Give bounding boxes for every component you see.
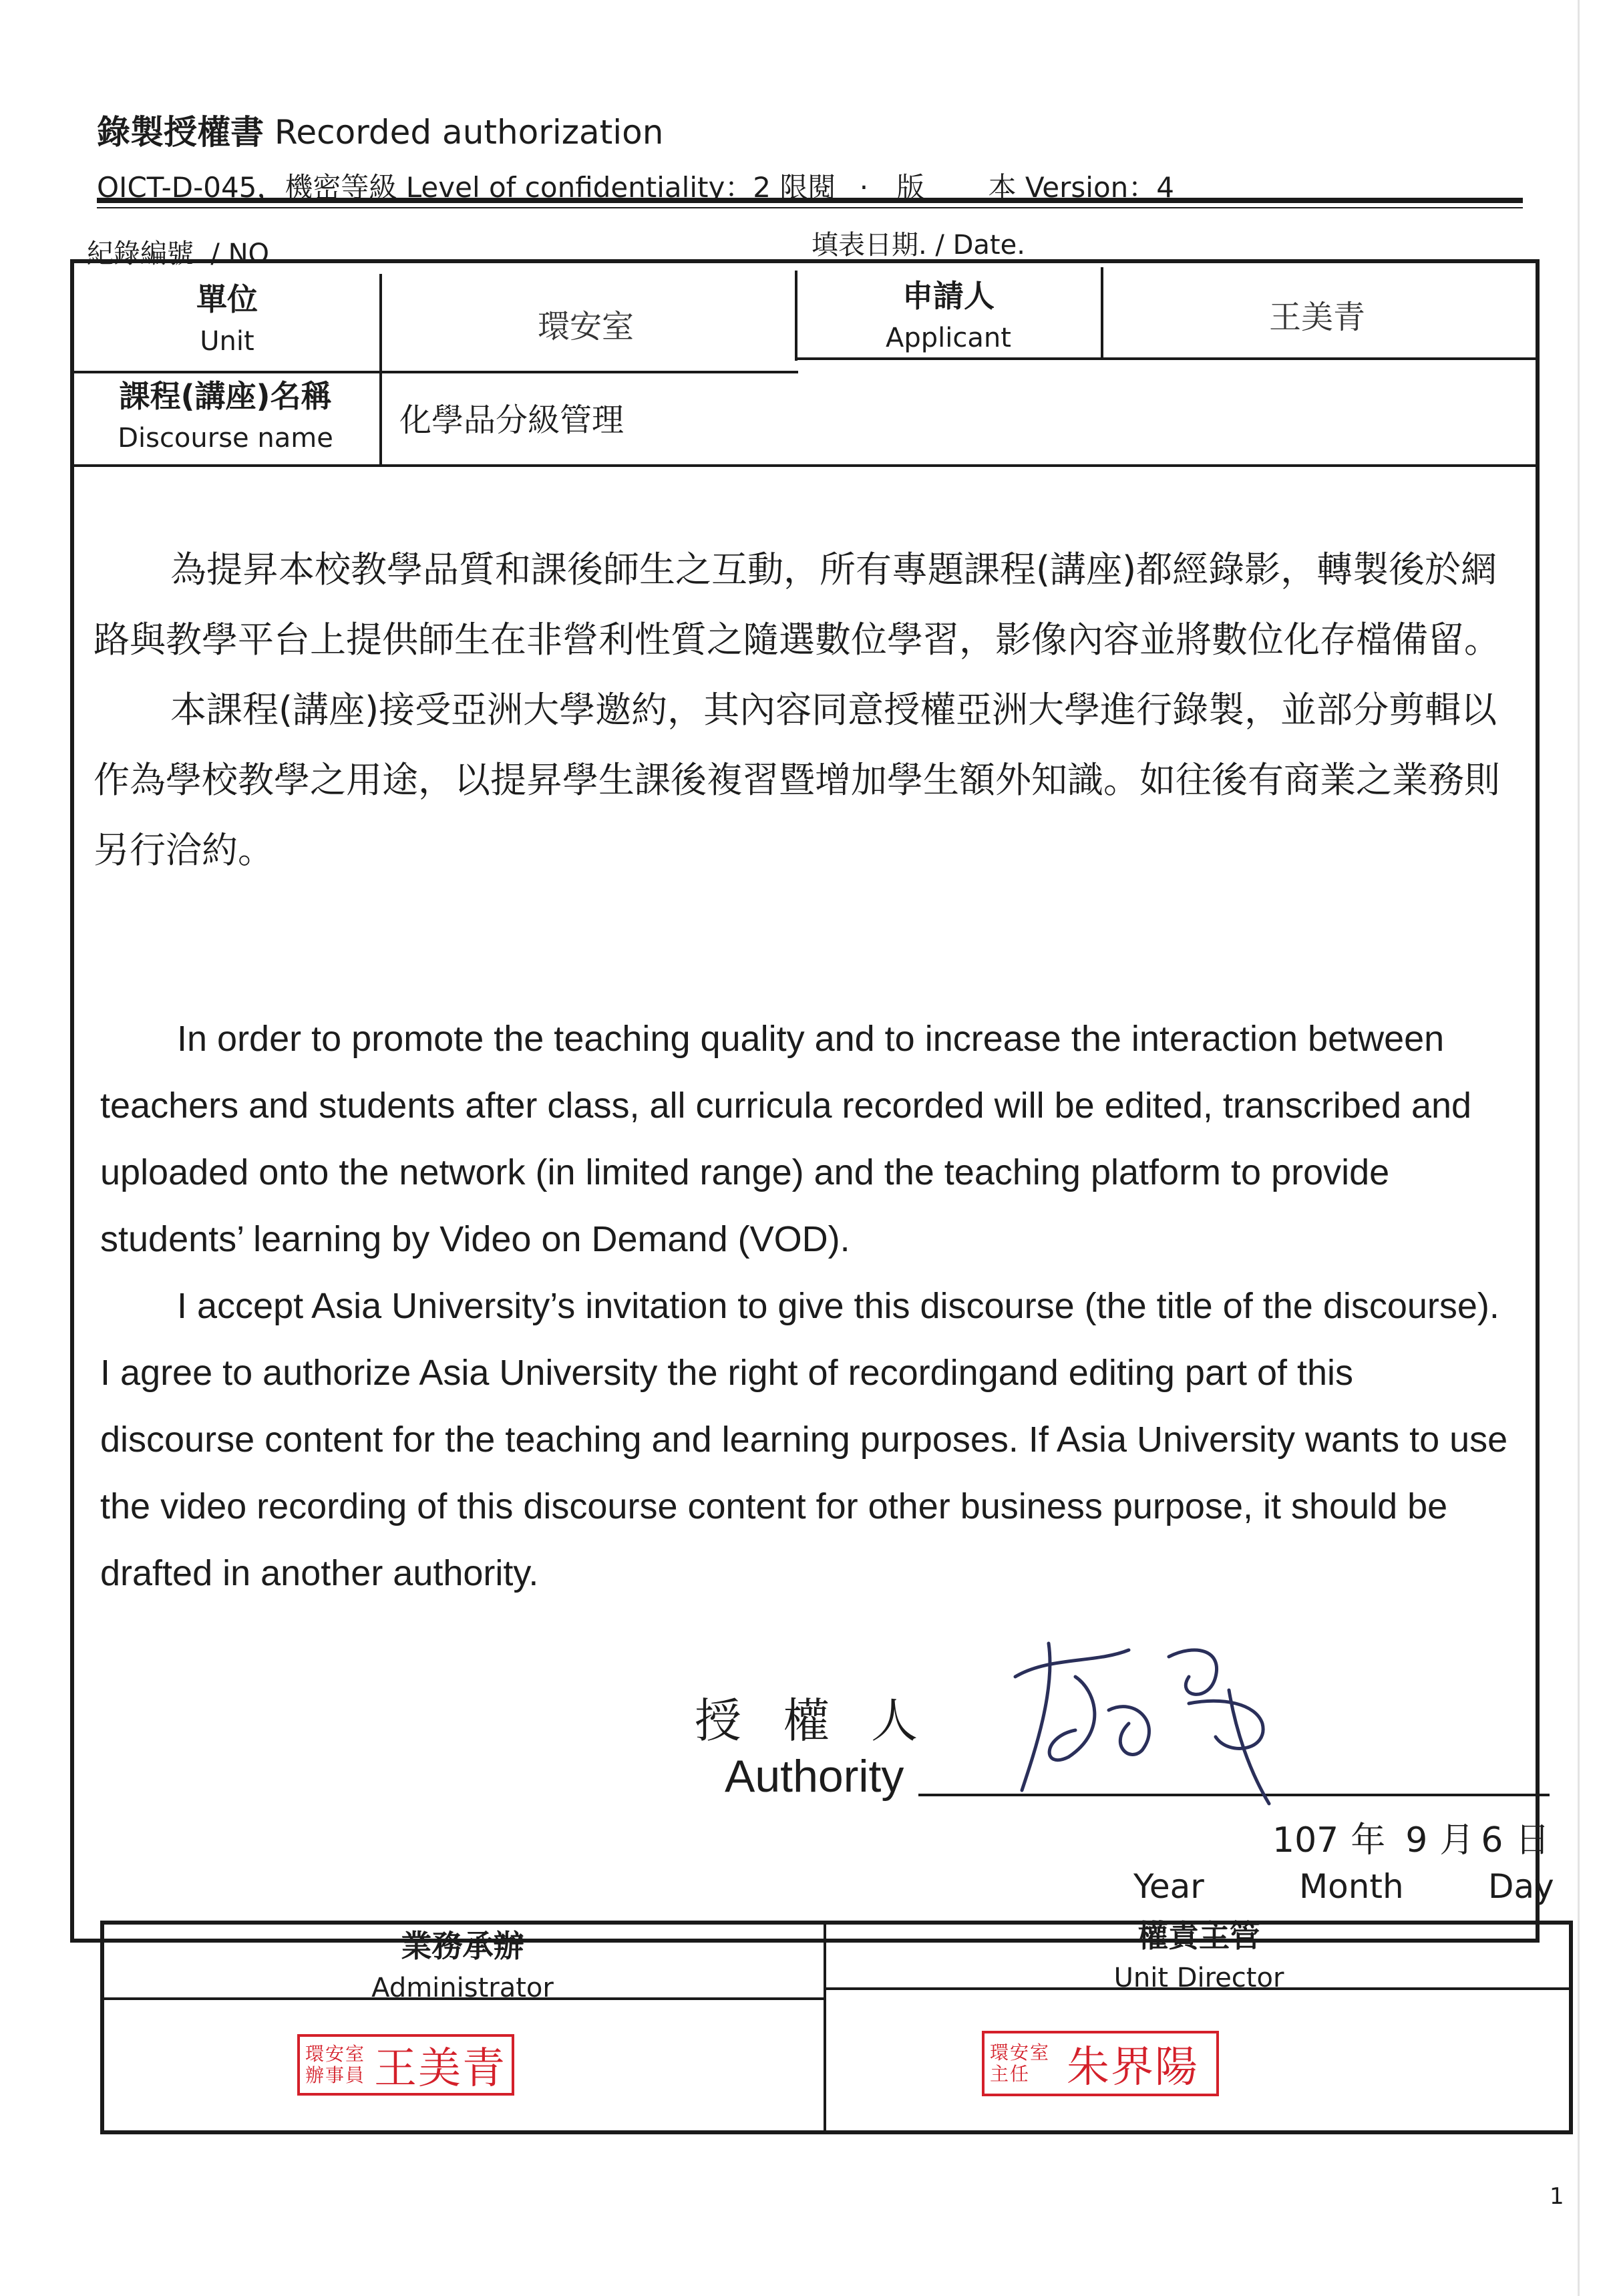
course-label-zh: 課程(講座)名稱 (119, 378, 332, 414)
director-seal (982, 2031, 1219, 2096)
row1-divider-3 (1101, 267, 1103, 359)
signing-date (1272, 1812, 1562, 1862)
authority-label-zh: 授權人 (695, 1693, 959, 1748)
course-label-en: Discourse name (118, 422, 333, 454)
body-text-zh (94, 534, 1523, 885)
date-day-label: Day (1488, 1867, 1554, 1906)
administrator-seal-title: 環安室辦事員 (305, 2043, 366, 2086)
unit-label-zh: 單位 (196, 281, 258, 317)
authority-label-en: Authority (725, 1751, 904, 1802)
date-month-char: 月 (1439, 1820, 1475, 1860)
handwritten-signature (995, 1630, 1296, 1810)
header-rule-thick (97, 198, 1523, 203)
applicant-label-en: Applicant (886, 322, 1011, 353)
course-label (73, 377, 377, 455)
header-rule-thin (97, 207, 1523, 208)
fill-date-label: 填表日期. / Date. (812, 230, 1025, 261)
page-edge-line (1578, 0, 1580, 2296)
title-zh: 錄製授權書 (97, 113, 264, 152)
approval-divider (824, 1921, 826, 2134)
unit-director-label-en: Unit Director (1113, 1962, 1284, 1993)
director-seal-name: 朱界陽 (1067, 2043, 1199, 2092)
date-day: 6 (1481, 1820, 1503, 1860)
body-zh-paragraph-2: 本課程(講座)接受亞洲大學邀約，其內容同意授權亞洲大學進行錄製，並部分剪輯以作為學校教學之用途，以提昇學生課後複習暨增加學生額外知識。如往後有商業之業務則另行洽約。 (94, 689, 1500, 871)
page-number: 1 (1550, 2183, 1564, 2210)
unit-director-label-zh: 權責主管 (1137, 1918, 1260, 1954)
row1-divider-1 (379, 274, 382, 466)
document-title (97, 106, 663, 154)
unit-director-label (828, 1917, 1570, 1995)
body-en-paragraph-2: I accept Asia University’s invitation to give this discourse (the title of the discourse). I agree to authorize Asia University the right of recordingand editing part of this discourse content for the teaching and learning purposes. If Asia University wants to use the video recording of this discourse content for other business purpose, it should be drafted in another authority. (100, 1286, 1508, 1593)
administrator-label (104, 1927, 822, 2005)
director-seal-title: 環安室主任 (990, 2041, 1051, 2085)
applicant-value: 王美青 (1269, 299, 1366, 336)
administrator-seal-name: 王美青 (374, 2044, 506, 2094)
version: 本 Version：4 (988, 171, 1174, 204)
administrator-label-zh: 業務承辦 (401, 1928, 524, 1964)
row1-left-bottom-line (70, 371, 798, 373)
row1-divider-2 (795, 271, 797, 361)
body-zh-paragraph-1: 為提昇本校教學品質和課後師生之互動，所有專題課程(講座)都經錄影，轉製後於網路與教學平台上提供師生在非營利性質之隨選數位學習，影像內容並將數位化存檔備留。 (94, 548, 1500, 661)
date-year-label: Year (1133, 1867, 1204, 1906)
applicant-label (798, 277, 1099, 355)
administrator-seal (297, 2034, 514, 2096)
row1-bottom-line (795, 357, 1540, 360)
record-no-label: 紀錄編號. / NO (87, 238, 270, 269)
row2-bottom-line (70, 464, 1540, 467)
date-month: 9 (1405, 1820, 1428, 1860)
unit-label (77, 281, 377, 358)
unit-label-en: Unit (200, 325, 254, 357)
administrator-label-en: Administrator (371, 1972, 554, 2003)
date-month-label: Month (1299, 1867, 1404, 1906)
title-en: Recorded authorization (274, 113, 664, 152)
confidentiality: ，機密等級 Level of confidentiality：2 限閱 (256, 171, 836, 204)
date-day-char: 日 (1515, 1820, 1550, 1860)
course-value: 化學品分級管理 (399, 401, 624, 439)
version-prefix: · 版 (859, 171, 925, 204)
unit-value: 環安室 (538, 308, 635, 345)
body-text-en (100, 1005, 1509, 1607)
date-year-char: 年 (1351, 1820, 1386, 1860)
date-year: 107 (1272, 1820, 1339, 1860)
body-en-paragraph-1: In order to promote the teaching quality and to increase the interaction between teachers and students after class, all curricula recorded will be edited, transcribed and uploaded onto the network (in limited range) and the teaching platform to provide students’ learning by Video on Demand (VOD). (100, 1019, 1472, 1259)
form-code: OICT-D-045 (97, 171, 257, 204)
applicant-label-zh: 申請人 (902, 278, 995, 314)
